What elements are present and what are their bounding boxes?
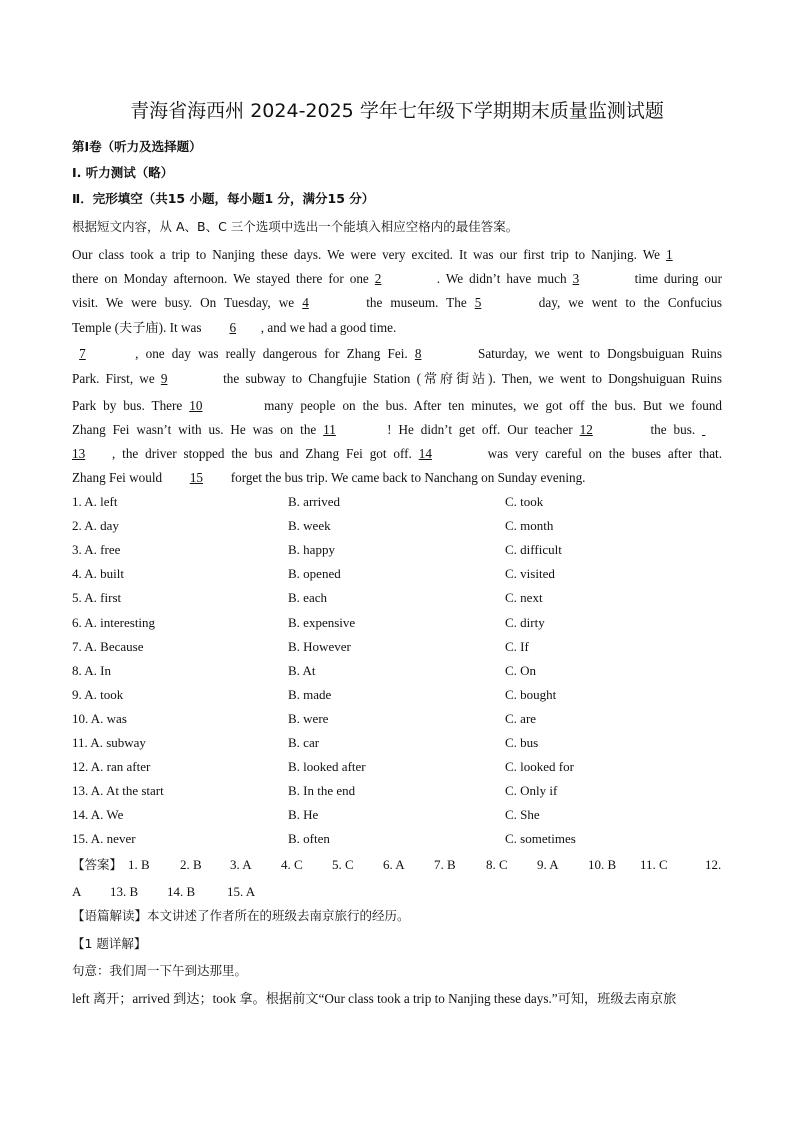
answer-item: 7. B [434, 857, 456, 872]
passage-text: the subway to Changfujie Station (常府街站). Then, we went to Dongshuiguan Ruins [223, 371, 723, 386]
option-8-a[interactable]: 8. A. In [72, 662, 111, 678]
passage-text: . We didn’t have much [436, 271, 567, 286]
passage-line-9 [72, 445, 722, 463]
blank-13[interactable]: 13 [72, 446, 86, 461]
explanation: left 离开；arrived 到达；took 拿。根据前文“Our class took a trip to Nanjing these days.”可知，班级去南京旅 [72, 991, 677, 1006]
option-15-c[interactable]: C. sometimes [505, 831, 576, 847]
part-heading: 第Ⅰ卷（听力及选择题） [72, 139, 202, 154]
answer-item: 2. B [180, 857, 202, 872]
blank-15[interactable]: 15 [189, 470, 203, 485]
blank-2[interactable]: 2 [374, 271, 382, 286]
passage-text: , and we had a good time. [260, 320, 397, 335]
blank-1[interactable]: 1 [666, 247, 673, 262]
page-title: 青海省海西州 2024-2025 学年七年级下学期期末质量监测试题 [130, 100, 664, 122]
summary-label: 【语篇解读】 [72, 908, 148, 923]
blank-5[interactable]: 5 [474, 295, 482, 310]
passage-line-2 [72, 270, 722, 288]
option-7-b[interactable]: B. However [288, 638, 351, 654]
option-15-a[interactable]: 15. A. never [72, 831, 136, 847]
option-9-c[interactable]: C. bought [505, 686, 557, 702]
blank-12[interactable]: 12 [579, 422, 593, 437]
passage-text: there on Monday afternoon. We stayed there for one [72, 271, 369, 286]
passage-text: , one day was really dangerous for Zhang Fei. [135, 346, 408, 361]
option-5-c[interactable]: C. next [505, 590, 543, 606]
option-2-a[interactable]: 2. A. day [72, 518, 119, 534]
option-10-c[interactable]: C. are [505, 710, 537, 726]
option-6-b[interactable]: B. expensive [288, 614, 356, 630]
option-3-a[interactable]: 3. A. free [72, 542, 121, 558]
passage-text: time during our [634, 271, 723, 286]
option-8-b[interactable]: B. At [288, 662, 316, 678]
passage-text: forget the bus trip. We came back to Nanchang on Sunday evening. [230, 470, 586, 485]
passage-line-1 [72, 246, 722, 264]
answer-label: 【答案】 [72, 857, 123, 872]
option-4-b[interactable]: B. opened [288, 566, 341, 582]
option-14-b[interactable]: B. He [288, 807, 319, 823]
answer-item: A [72, 884, 82, 899]
blank-11[interactable]: 11 [323, 422, 336, 437]
blank-10[interactable]: 10 [189, 398, 203, 413]
option-4-a[interactable]: 4. A. built [72, 566, 125, 582]
answer-item: 15. A [227, 884, 256, 899]
passage-text: many people on the bus. After ten minutes, we got off the bus. But we found [264, 398, 723, 413]
answer-item: 13. B [110, 884, 139, 899]
blank-3[interactable]: 3 [572, 271, 580, 286]
passage-line-5 [72, 345, 722, 363]
option-6-c[interactable]: C. dirty [505, 614, 545, 630]
passage-text: Park by bus. There [72, 398, 183, 413]
detail-label: 【1 题详解】 [72, 936, 147, 951]
passage-text: visit. We were busy. On Tuesday, we [72, 295, 295, 310]
passage-text: day, we went to the Confucius [538, 295, 723, 310]
option-11-a[interactable]: 11. A. subway [72, 735, 146, 750]
option-1-c[interactable]: C. took [505, 494, 544, 509]
passage-text: Saturday, we went to Dongsbuiguan Ruins [477, 346, 723, 361]
answer-item: 6. A [383, 857, 405, 872]
option-10-b[interactable]: B. were [288, 710, 329, 726]
passage-text: the museum. The [366, 295, 467, 310]
option-15-b[interactable]: B. often [288, 831, 330, 847]
option-14-a[interactable]: 14. A. We [72, 807, 124, 823]
option-3-b[interactable]: B. happy [288, 542, 335, 558]
answer-item: 11. C [640, 857, 668, 872]
answer-item: 5. C [332, 857, 354, 872]
answer-item: 10. B [588, 857, 617, 872]
option-11-b[interactable]: B. car [288, 735, 320, 750]
passage-line-8 [72, 421, 722, 439]
option-9-b[interactable]: B. made [288, 686, 332, 702]
passage-line-3 [72, 294, 722, 312]
option-5-a[interactable]: 5. A. first [72, 590, 122, 606]
option-2-b[interactable]: B. week [288, 518, 331, 534]
answer-item: 8. C [486, 857, 508, 872]
option-10-a[interactable]: 10. A. was [72, 710, 127, 726]
blank-13-start [702, 421, 722, 439]
option-13-b[interactable]: B. In the end [288, 783, 356, 799]
option-7-a[interactable]: 7. A. Because [72, 638, 144, 654]
passage-line-10 [72, 469, 722, 487]
sentence-meaning: 句意：我们周一下午到达那里。 [72, 963, 248, 978]
summary-line [72, 907, 722, 925]
answer-item: 12. [705, 857, 722, 872]
blank-14[interactable]: 14 [418, 446, 432, 461]
answer-item: 1. B [128, 857, 150, 872]
option-5-b[interactable]: B. each [288, 590, 327, 606]
option-11-c[interactable]: C. bus [505, 735, 539, 750]
option-2-c[interactable]: C. month [505, 518, 554, 534]
answer-item: 3. A [230, 857, 252, 872]
answer-item: 4. C [281, 857, 303, 872]
cloze-heading: Ⅱ．完形填空（共15 小题，每小题1 分，满分15 分） [72, 191, 375, 206]
option-9-a[interactable]: 9. A. took [72, 686, 124, 702]
answer-item: 14. B [167, 884, 196, 899]
summary-text: 本文讲述了作者所在的班级去南京旅行的经历。 [147, 908, 410, 923]
option-14-c[interactable]: C. She [505, 807, 540, 823]
option-8-c[interactable]: C. On [505, 662, 537, 678]
cloze-instruction: 根据短文内容，从 A、B、C 三个选项中选出一个能填入相应空格内的最佳答案。 [72, 219, 519, 234]
passage-text: was very careful on the buses after that. [487, 446, 723, 461]
passage-text: , the driver stopped the bus and Zhang Fei got off. [112, 446, 412, 461]
blank-8[interactable]: 8 [414, 346, 422, 361]
answer-row-1 [72, 856, 122, 874]
option-13-a[interactable]: 13. A. At the start [72, 783, 164, 799]
passage-text: Zhang Fei wasn’t with us. He was on the [72, 422, 317, 437]
passage-line-6 [72, 370, 722, 388]
passage-text: Zhang Fei would [72, 470, 163, 485]
option-12-b[interactable]: B. looked after [288, 759, 366, 775]
passage-line-4 [72, 319, 722, 337]
passage-text: Our class took a trip to Nanjing these days. We were very excited. It was our first trip to Nanjing. We [72, 247, 660, 262]
passage-line-7 [72, 397, 722, 415]
blank-6[interactable]: 6 [229, 320, 237, 335]
passage-text: Park. First, we [72, 371, 155, 386]
option-4-c[interactable]: C. visited [505, 566, 555, 582]
option-1-b[interactable]: B. arrived [288, 494, 340, 509]
answer-item: 9. A [537, 857, 559, 872]
blank-7[interactable]: 7 [79, 346, 86, 361]
option-13-c[interactable]: C. Only if [505, 783, 558, 799]
option-6-a[interactable]: 6. A. interesting [72, 614, 156, 630]
option-1-a[interactable]: 1. A. left [72, 494, 118, 509]
option-7-c[interactable]: C. If [505, 638, 529, 654]
option-12-c[interactable]: C. looked for [505, 759, 574, 775]
listening-heading: I. 听力测试（略） [72, 165, 174, 180]
blank-4[interactable]: 4 [302, 295, 309, 310]
blank-9[interactable]: 9 [160, 371, 168, 386]
option-3-c[interactable]: C. difficult [505, 542, 562, 558]
option-12-a[interactable]: 12. A. ran after [72, 759, 151, 775]
passage-text: the bus. [650, 422, 696, 437]
passage-text: Temple (夫子庙). It was [72, 320, 202, 335]
passage-text: ! He didn’t get off. Our teacher [387, 422, 573, 437]
